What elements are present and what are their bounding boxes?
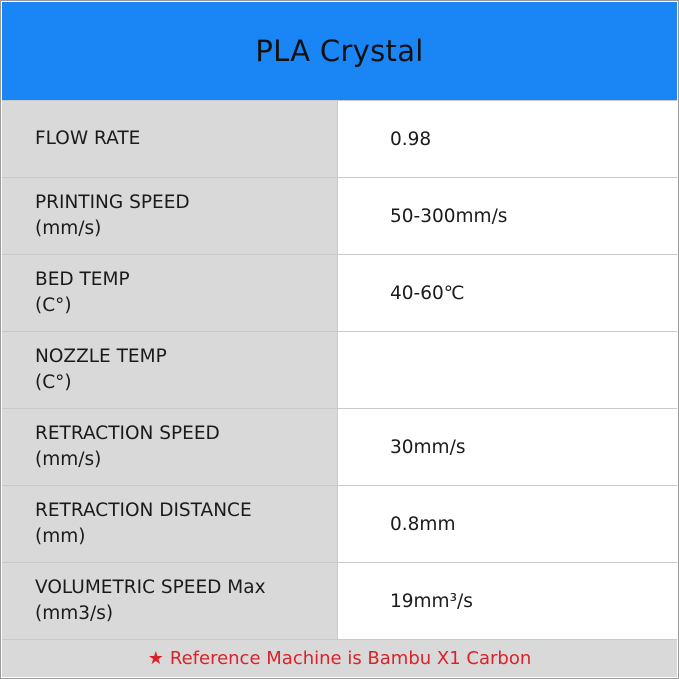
row-value: 30mm/s	[338, 409, 677, 485]
row-value: 50-300mm/s	[338, 178, 677, 254]
table-row-bed-temp	[2, 254, 677, 331]
row-label	[2, 332, 338, 408]
row-label	[2, 255, 338, 331]
row-label-line1: FLOW RATE	[35, 128, 141, 149]
row-label-line1: BED TEMP	[35, 269, 130, 290]
row-value	[338, 332, 677, 408]
row-label-line2: (C°)	[35, 372, 72, 393]
row-label-line2: (mm/s)	[35, 449, 102, 470]
row-label-line2: (mm/s)	[35, 218, 102, 239]
footer-text: Reference Machine is Bambu X1 Carbon	[169, 648, 532, 669]
row-value: 0.98	[338, 101, 677, 177]
footer-note	[2, 639, 677, 677]
table-row-nozzle-temp	[2, 331, 677, 408]
star-icon: ★	[147, 648, 164, 669]
row-label-line2: (mm)	[35, 526, 86, 547]
row-label-line1: VOLUMETRIC SPEED Max	[35, 577, 266, 598]
row-value: 19mm³/s	[338, 563, 677, 639]
table-row-printing-speed	[2, 177, 677, 254]
row-label-line1: RETRACTION DISTANCE	[35, 500, 252, 521]
table-row-retraction-speed	[2, 408, 677, 485]
row-label-line2: (mm3/s)	[35, 603, 114, 624]
row-label	[2, 563, 338, 639]
row-label	[2, 409, 338, 485]
row-label-line1: RETRACTION SPEED	[35, 423, 220, 444]
row-label-line1: NOZZLE TEMP	[35, 346, 167, 367]
row-label	[2, 178, 338, 254]
row-value: 40-60℃	[338, 255, 677, 331]
row-label	[2, 101, 338, 177]
row-label	[2, 486, 338, 562]
row-value: 0.8mm	[338, 486, 677, 562]
header-title: PLA Crystal	[2, 2, 677, 100]
row-label-line2: (C°)	[35, 295, 72, 316]
table-row-retraction-distance	[2, 485, 677, 562]
table-row-volumetric-speed	[2, 562, 677, 639]
row-label-line1: PRINTING SPEED	[35, 192, 190, 213]
table-row-flow-rate	[2, 100, 677, 177]
